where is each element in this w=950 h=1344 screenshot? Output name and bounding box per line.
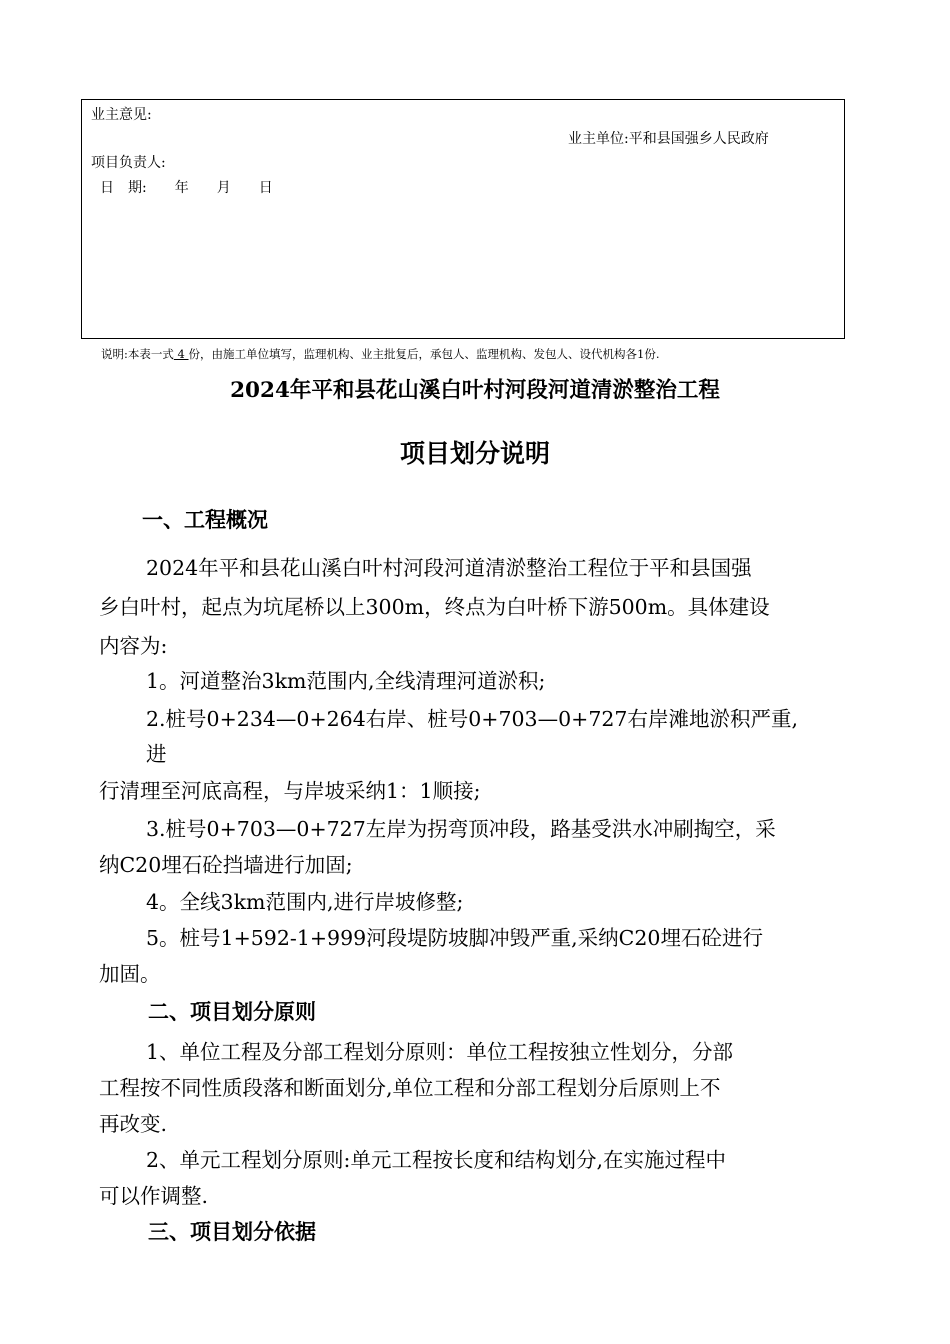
owner-unit: 业主单位:平和县国强乡人民政府	[568, 131, 769, 147]
section2-line: 再改变.	[99, 1112, 168, 1136]
section1-line: 进	[146, 742, 167, 766]
section1-line: 3.桩号0+703—0+727左岸为拐弯顶冲段，路基受洪水冲刷掏空，采	[146, 817, 776, 841]
note-copies: 4	[173, 347, 189, 361]
section1-heading: 一、工程概况	[142, 507, 268, 532]
section1-line: 5。桩号1+592-1+999河段堤防坡脚冲毁严重,采纳C20埋石砼进行	[146, 926, 763, 950]
document-title: 2024年平和县花山溪白叶村河段河道清淤整治工程	[230, 378, 720, 403]
owner-opinion-label: 业主意见:	[91, 107, 152, 123]
section1-line: 2.桩号0+234—0+264右岸、桩号0+703—0+727右岸滩地淤积严重,	[146, 707, 798, 731]
note-suffix: 份，由施工单位填写，监理机构、业主批复后，承包人、监理机构、发包人、设代机构各1份.	[188, 347, 660, 361]
section1-line: 纳C20埋石砼挡墙进行加固;	[99, 853, 353, 877]
section3-heading: 三、项目划分依据	[148, 1219, 316, 1244]
date-label: 日 期: 年 月 日	[100, 180, 273, 196]
section1-line: 行清理至河底高程，与岸坡采纳1：1顺接;	[99, 779, 481, 803]
section1-line: 内容为:	[99, 634, 168, 658]
document-subtitle: 项目划分说明	[399, 439, 550, 468]
section1-line: 4。全线3km范围内,进行岸坡修整;	[146, 890, 464, 914]
approval-box	[81, 99, 845, 339]
section2-line: 1、单位工程及分部工程划分原则：单位工程按独立性划分，分部	[146, 1040, 734, 1064]
section1-line: 2024年平和县花山溪白叶村河段河道清淤整治工程位于平和县国强	[146, 556, 752, 580]
section1-line: 加固。	[99, 962, 161, 986]
section2-heading: 二、项目划分原则	[148, 999, 316, 1024]
section2-line: 可以作调整.	[99, 1184, 209, 1208]
section2-line: 工程按不同性质段落和断面划分,单位工程和分部工程划分后原则上不	[99, 1076, 721, 1100]
section1-line: 乡白叶村，起点为坑尾桥以上300m，终点为白叶桥下游500m。具体建设	[99, 595, 770, 619]
project-leader-label: 项目负责人:	[91, 155, 166, 171]
section2-line: 2、单元工程划分原则:单元工程按长度和结构划分,在实施过程中	[146, 1148, 726, 1172]
section1-line: 1。河道整治3km范围内,全线清理河道淤积;	[146, 669, 546, 693]
form-note	[101, 346, 659, 362]
note-prefix: 说明:本表一式	[101, 347, 174, 361]
